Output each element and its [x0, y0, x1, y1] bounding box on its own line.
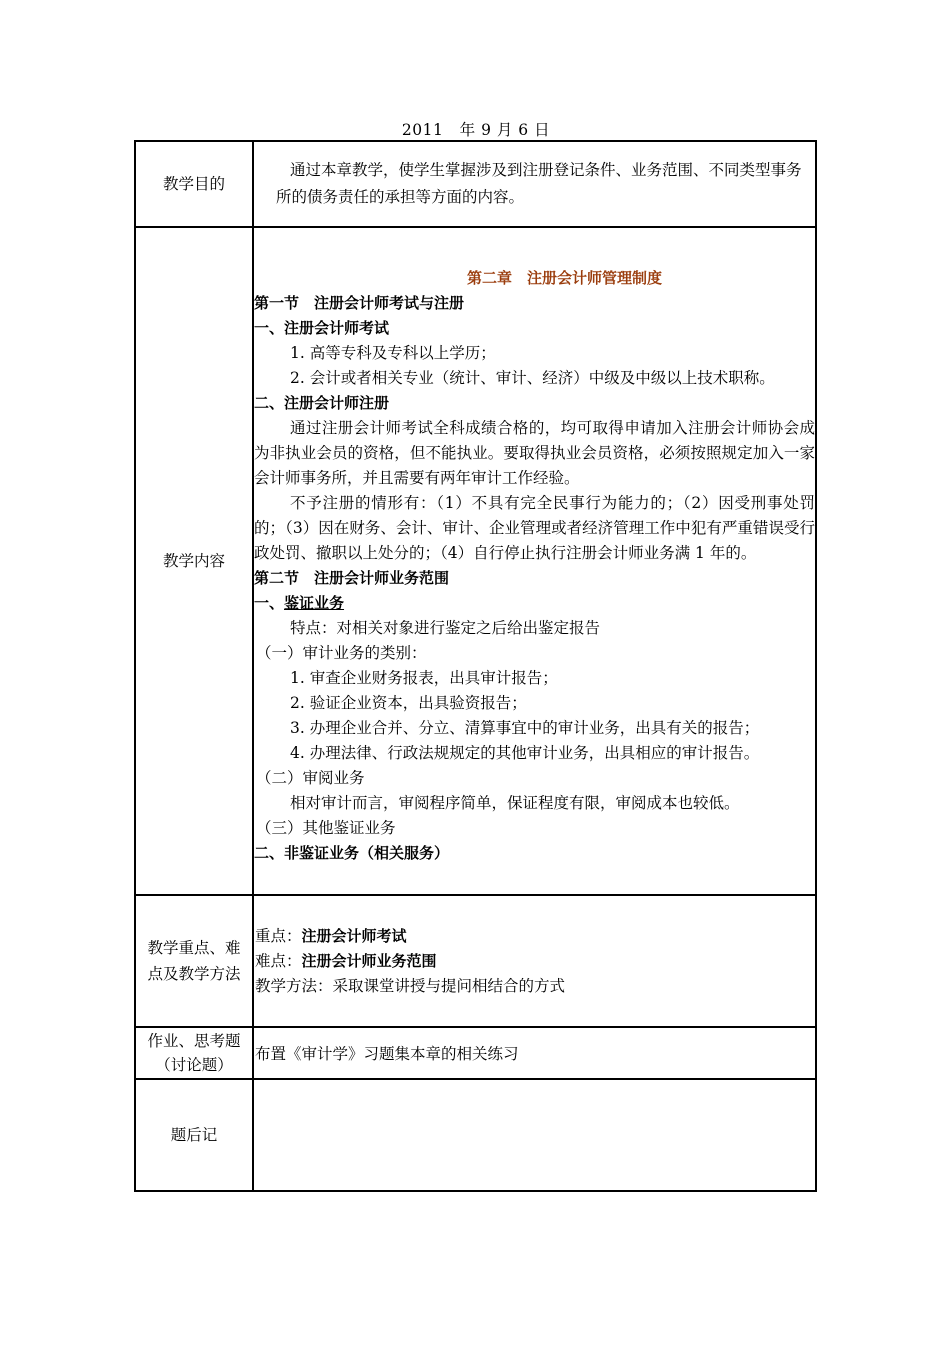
row-key-points — [135, 895, 816, 1027]
teaching-goal-text: 通过本章教学，使学生掌握涉及到注册登记条件、业务范围、不同类型事务所的债务责任的承担等方面的内容。 — [276, 161, 802, 206]
registration-paragraph: 通过注册会计师考试全科成绩合格的，均可取得申请加入注册会计师协会成为非执业会员的资格，但不能执业。要取得执业会员资格，必须按照规定加入一家会计师事务所，并且需要有两年审计工作经验。 — [254, 418, 815, 487]
key-points-label: 教学重点、难点及教学方法 — [135, 895, 253, 1027]
teaching-goal-label: 教学目的 — [135, 141, 253, 227]
heading-prefix: 一、 — [254, 593, 285, 612]
difficulty-value: 注册会计师业务范围 — [301, 951, 437, 970]
subheading-review: （二）审阅业务 — [256, 768, 365, 787]
section-2-heading-1 — [254, 591, 815, 616]
difficulty-line: 难点：注册会计师业务范围 — [255, 951, 437, 970]
postscript-label: 题后记 — [135, 1079, 253, 1191]
review-text: 相对审计而言，审阅程序简单，保证程度有限，审阅成本也较低。 — [290, 793, 740, 812]
date-line — [0, 118, 952, 140]
feature-line: 特点：对相关对象进行鉴定之后给出鉴定报告 — [290, 618, 601, 637]
list-item: 2. 会计或者相关专业（统计、审计、经济）中级及中级以上技术职称。 — [290, 368, 775, 387]
teaching-content-label: 教学内容 — [135, 227, 253, 895]
section-1-heading-2: 二、注册会计师注册 — [254, 393, 390, 412]
date-rest: 年 9 月 6 日 — [459, 121, 551, 139]
homework-label: 作业、思考题 （讨论题） — [135, 1027, 253, 1079]
section-2-title: 第二节 注册会计师业务范围 — [254, 568, 450, 587]
list-item: 1. 高等专科及专科以上学历； — [290, 343, 496, 362]
section-1-title: 第一节 注册会计师考试与注册 — [254, 293, 465, 312]
date-year: 2011 — [401, 121, 444, 139]
section-1-heading-1: 一、注册会计师考试 — [254, 318, 390, 337]
method-line: 教学方法：采取课堂讲授与提问相结合的方式 — [255, 976, 566, 995]
lesson-plan-table — [134, 140, 817, 1192]
list-item: 4. 办理法律、行政法规规定的其他审计业务，出具相应的审计报告。 — [290, 743, 760, 762]
teaching-content-body — [254, 241, 815, 882]
homework-text: 布置《审计学》习题集本章的相关练习 — [255, 1045, 519, 1063]
no-registration-paragraph: 不予注册的情形有：（1）不具有完全民事行为能力的；（2）因受刑事处罚的；（3）因在财务、会计、审计、企业管理或者经济管理工作中犯有严重错误受行政处罚、撤职以上处分的；（4）自行停止执行注册会计师业务满 1 年的。 — [254, 493, 815, 562]
row-postscript — [135, 1079, 816, 1191]
focus-value: 注册会计师考试 — [301, 926, 407, 945]
row-teaching-content — [135, 227, 816, 895]
key-points-body — [254, 924, 815, 999]
postscript-content — [253, 1079, 816, 1191]
focus-line: 重点：注册会计师考试 — [255, 926, 407, 945]
row-homework — [135, 1027, 816, 1079]
subheading-audit-types: （一）审计业务的类别： — [256, 643, 427, 662]
list-item: 1. 审查企业财务报表，出具审计报告； — [290, 668, 558, 687]
assurance-heading: 鉴证业务 — [284, 593, 345, 612]
list-item: 2. 验证企业资本，出具验资报告； — [290, 693, 527, 712]
row-teaching-goal — [135, 141, 816, 227]
subheading-other-assurance: （三）其他鉴证业务 — [256, 818, 396, 837]
section-2-heading-2: 二、非鉴证业务（相关服务） — [254, 843, 450, 862]
chapter-title: 第二章 注册会计师管理制度 — [466, 268, 662, 287]
list-item: 3. 办理企业合并、分立、清算事宜中的审计业务，出具有关的报告； — [290, 718, 760, 737]
